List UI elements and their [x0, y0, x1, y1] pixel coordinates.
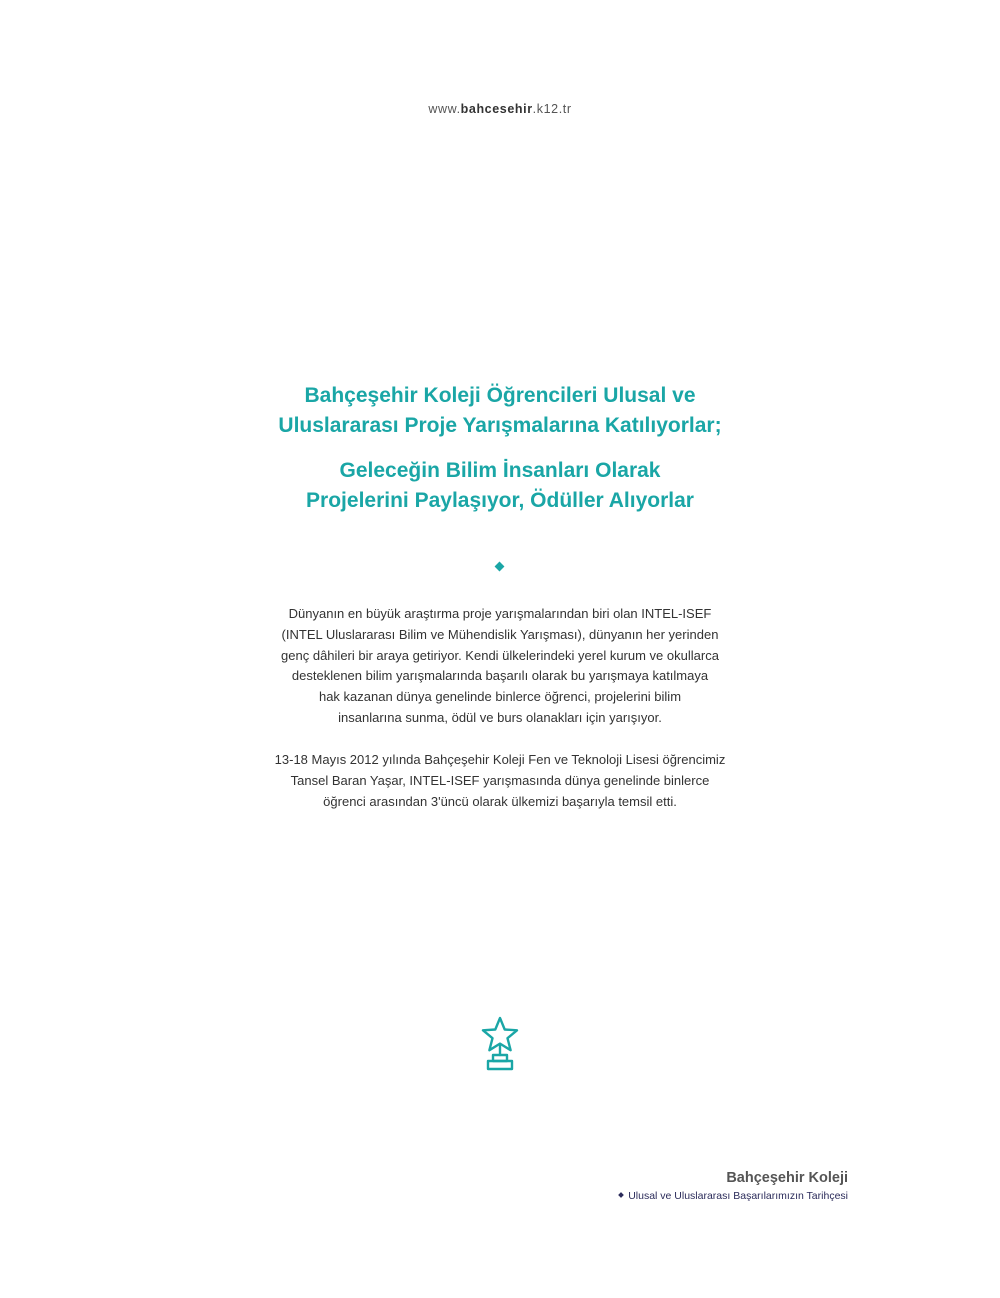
divider-diamond-icon — [495, 562, 505, 572]
paragraph-line: insanlarına sunma, ödül ve burs olanakları için yarışıyor. — [338, 709, 662, 725]
footer-subtitle-text: Ulusal ve Uluslararası Başarılarımızın Tarihçesi — [628, 1190, 848, 1202]
bullet-diamond-icon — [618, 1192, 624, 1198]
url-suffix: .k12.tr — [532, 102, 572, 116]
body-paragraph-1 — [250, 604, 750, 729]
title-line-1: Bahçeşehir Koleji Öğrencileri Ulusal ve — [304, 384, 696, 407]
website-url — [0, 102, 1000, 116]
title-line-2: Uluslararası Proje Yarışmalarına Katılıyorlar; — [278, 414, 722, 437]
body-paragraph-2 — [250, 750, 750, 812]
paragraph-line: hak kazanan dünya genelinde binlerce öğrenci, projelerini bilim — [318, 689, 682, 705]
url-domain: bahcesehir — [460, 102, 533, 116]
footer — [619, 1170, 848, 1202]
url-prefix: www. — [428, 102, 461, 116]
page-title — [0, 381, 1000, 441]
footer-subtitle — [619, 1190, 848, 1202]
paragraph-line: Tansel Baran Yaşar, INTEL-ISEF yarışmasında dünya genelinde binlerce — [290, 772, 710, 788]
paragraph-line: (INTEL Uluslararası Bilim ve Mühendislik Yarışması), dünyanın her yerinden — [281, 626, 719, 642]
paragraph-line: Dünyanın en büyük araştırma proje yarışmalarından biri olan INTEL-ISEF — [288, 606, 712, 621]
paragraph-line: 13-18 Mayıs 2012 yılında Bahçeşehir Koleji Fen ve Teknoloji Lisesi öğrencimiz — [274, 752, 726, 767]
page-subtitle — [0, 456, 1000, 516]
trophy-star-icon — [479, 1016, 521, 1072]
footer-brand: Bahçeşehir Koleji — [726, 1170, 848, 1186]
paragraph-line: desteklenen bilim yarışmalarında başarılı olarak bu yarışmaya katılmaya — [291, 668, 709, 684]
title-line-3: Geleceğin Bilim İnsanları Olarak — [339, 459, 661, 482]
paragraph-line: öğrenci arasından 3'üncü olarak ülkemizi başarıyla temsil etti. — [323, 793, 677, 809]
title-line-4: Projelerini Paylaşıyor, Ödüller Alıyorlar — [306, 489, 694, 512]
paragraph-line: genç dâhileri bir araya getiriyor. Kendi ülkelerindeki yerel kurum ve okullarca — [281, 647, 719, 663]
